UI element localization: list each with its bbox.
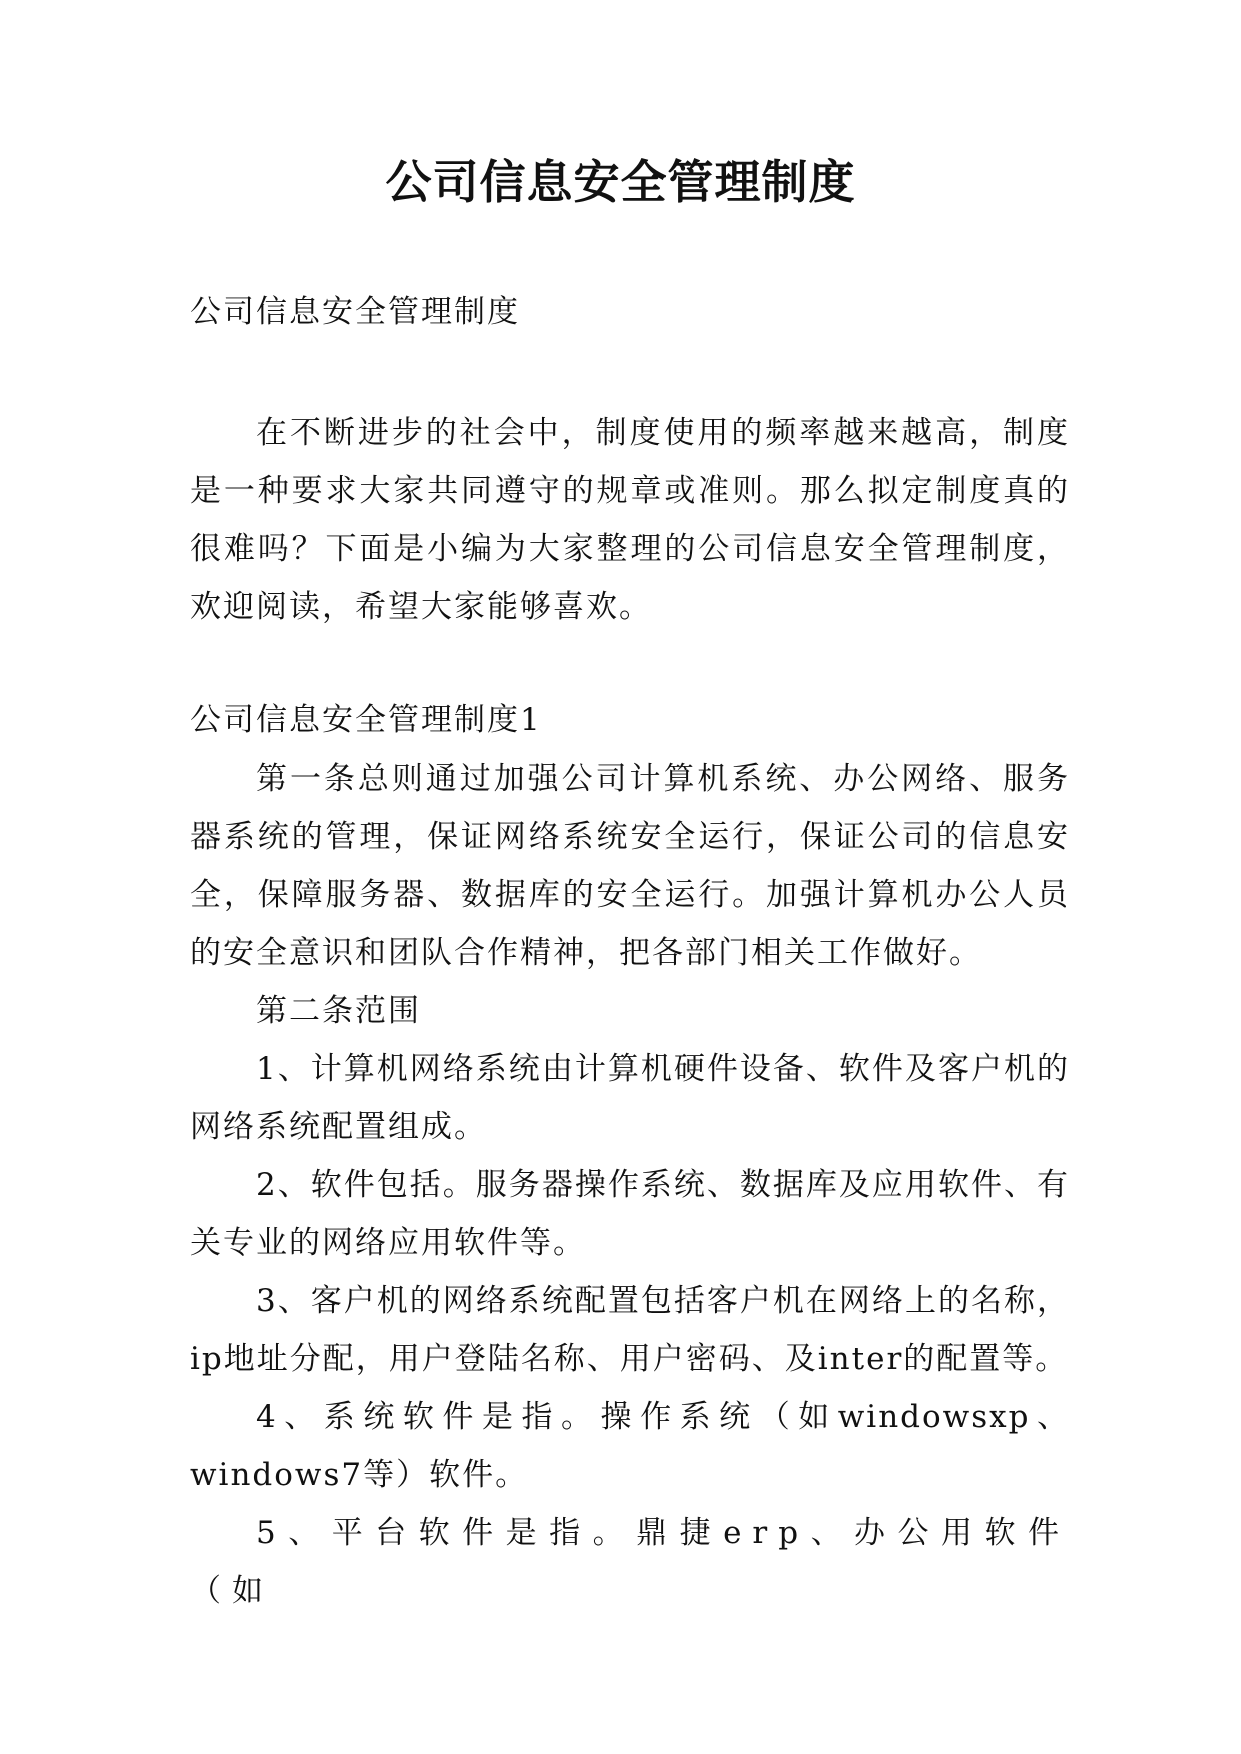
document-title: 公司信息安全管理制度 bbox=[385, 155, 856, 209]
list-item: 3、客户机的网络系统配置包括客户机在网络上的名称，ip地址分配，用户登陆名称、用户密码、及inter的配置等。 bbox=[190, 1283, 1070, 1377]
intro-paragraph: 在不断进步的社会中，制度使用的频率越来越高，制度是一种要求大家共同遵守的规章或准则。那么拟定制度真的很难吗？下面是小编为大家整理的公司信息安全管理制度，欢迎阅读，希望大家能够喜欢。 bbox=[190, 415, 1070, 625]
document-subtitle: 公司信息安全管理制度 bbox=[190, 294, 520, 330]
list-item: 5、平台软件是指。鼎捷erp、办公用软件（如 bbox=[190, 1515, 1070, 1609]
list-item: 2、软件包括。服务器操作系统、数据库及应用软件、有关专业的网络应用软件等。 bbox=[190, 1167, 1070, 1261]
article-list bbox=[190, 750, 1070, 1620]
article-scope: 第二条范围 bbox=[256, 993, 421, 1029]
list-item: 1、计算机网络系统由计算机硬件设备、软件及客户机的网络系统配置组成。 bbox=[190, 1051, 1070, 1145]
list-item: 4、系统软件是指。操作系统（如windowsxp、windows7等）软件。 bbox=[190, 1399, 1070, 1493]
article-general: 第一条总则通过加强公司计算机系统、办公网络、服务器系统的管理，保证网络系统安全运行，保证公司的信息安全，保障服务器、数据库的安全运行。加强计算机办公人员的安全意识和团队合作精神，把各部门相关工作做好。 bbox=[190, 761, 1070, 971]
section-heading: 公司信息安全管理制度1 bbox=[190, 702, 542, 738]
